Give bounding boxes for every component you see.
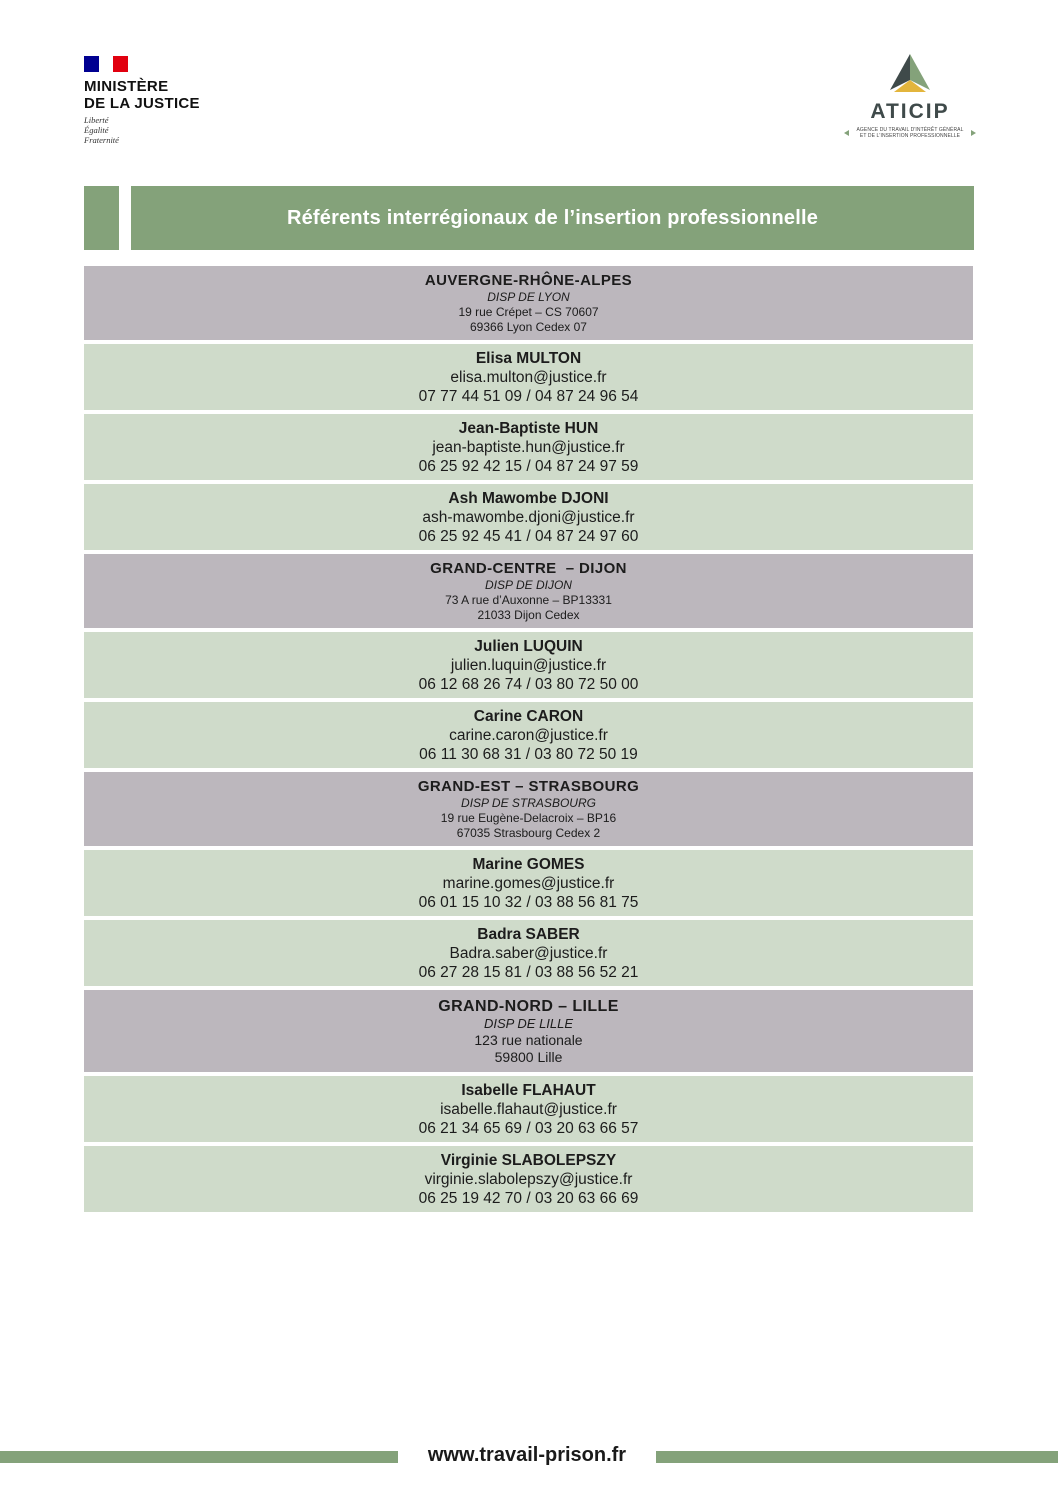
aticip-right-arrow-icon <box>971 130 976 136</box>
contact-email[interactable]: jean-baptiste.hun@justice.fr <box>432 438 625 456</box>
contact-phone: 06 21 34 65 69 / 03 20 63 66 57 <box>418 1119 639 1137</box>
region-address-line2: 69366 Lyon Cedex 07 <box>470 320 587 334</box>
contact-phone: 06 01 15 10 32 / 03 88 56 81 75 <box>418 893 639 911</box>
contact-phone: 06 11 30 68 31 / 03 80 72 50 19 <box>419 745 638 763</box>
contact-card <box>84 920 973 986</box>
contact-phone: 06 25 19 42 70 / 03 20 63 66 69 <box>418 1189 639 1207</box>
contact-email[interactable]: virginie.slabolepszy@justice.fr <box>424 1170 633 1188</box>
contact-phone: 07 77 44 51 09 / 04 87 24 96 54 <box>418 387 639 405</box>
contact-card <box>84 632 973 698</box>
motto-liberte: Liberté <box>84 115 109 125</box>
region-name: GRAND-CENTRE – DIJON <box>430 560 627 577</box>
region-address-line1: 123 rue nationale <box>474 1031 583 1048</box>
contact-email[interactable]: elisa.multon@justice.fr <box>450 368 607 386</box>
region-header-grand-centre-dijon <box>84 554 973 628</box>
contact-phone: 06 27 28 15 81 / 03 88 56 52 21 <box>418 963 639 981</box>
ministry-name-line2: DE LA JUSTICE <box>84 95 200 112</box>
region-disp: DISP DE STRASBOURG <box>461 796 596 810</box>
contact-email[interactable]: julien.luquin@justice.fr <box>450 656 607 674</box>
contact-name: Marine GOMES <box>472 855 585 873</box>
region-address-line1: 73 A rue d’Auxonne – BP13331 <box>445 593 612 607</box>
ministry-logo <box>84 56 244 151</box>
contact-name: Jean-Baptiste HUN <box>458 419 599 437</box>
aticip-mountain-icon <box>884 54 936 94</box>
banner-accent <box>84 186 119 250</box>
region-address-line1: 19 rue Crépet – CS 70607 <box>458 305 599 319</box>
region-header-auvergne-rhone-alpes <box>84 266 973 340</box>
aticip-left-arrow-icon <box>844 130 849 136</box>
region-address-line2: 67035 Strasbourg Cedex 2 <box>456 826 601 840</box>
aticip-subtitle-line2: ET DE L'INSERTION PROFESSIONNELLE <box>859 133 961 139</box>
referents-directory <box>84 266 973 1212</box>
title-banner <box>131 186 974 250</box>
contact-name: Badra SABER <box>477 925 580 943</box>
region-header-grand-nord-lille <box>84 990 973 1072</box>
contact-phone: 06 25 92 45 41 / 04 87 24 97 60 <box>418 527 639 545</box>
region-address-line1: 19 rue Eugène-Delacroix – BP16 <box>440 811 617 825</box>
contact-email[interactable]: isabelle.flahaut@justice.fr <box>440 1100 617 1118</box>
aticip-subtitle-line1: AGENCE DU TRAVAIL D'INTÉRÊT GÉNÉRAL <box>856 127 964 133</box>
contact-name: Ash Mawombe DJONI <box>448 489 609 507</box>
aticip-logo <box>842 54 978 138</box>
contact-name: Carine CARON <box>473 707 584 725</box>
contact-phone: 06 12 68 26 74 / 03 80 72 50 00 <box>418 675 639 693</box>
contact-name: Virginie SLABOLEPSZY <box>440 1151 617 1169</box>
contact-card <box>84 414 973 480</box>
contact-card <box>84 1146 973 1212</box>
region-header-grand-est-strasbourg <box>84 772 973 846</box>
aticip-name: ATICIP <box>870 100 950 123</box>
contact-email[interactable]: ash-mawombe.djoni@justice.fr <box>422 508 635 526</box>
motto-egalite: Égalité <box>84 125 109 135</box>
ministry-name-line1: MINISTÈRE <box>84 78 169 95</box>
region-address-line2: 21033 Dijon Cedex <box>477 608 580 622</box>
region-address-line2: 59800 Lille <box>494 1048 563 1065</box>
region-disp: DISP DE DIJON <box>485 578 572 592</box>
contact-name: Elisa MULTON <box>475 349 582 367</box>
region-name: GRAND-EST – STRASBOURG <box>417 778 640 795</box>
contact-name: Isabelle FLAHAUT <box>461 1081 596 1099</box>
motto-fraternite: Fraternité <box>84 135 119 145</box>
region-name: AUVERGNE-RHÔNE-ALPES <box>424 272 633 289</box>
footer-bar-right <box>656 1451 1058 1463</box>
region-disp: DISP DE LILLE <box>483 1015 574 1031</box>
contact-card <box>84 344 973 410</box>
footer-bar-left <box>0 1451 398 1463</box>
contact-card <box>84 1076 973 1142</box>
footer-website-link[interactable]: www.travail-prison.fr <box>427 1444 627 1466</box>
contact-card <box>84 850 973 916</box>
contact-email[interactable]: carine.caron@justice.fr <box>449 726 608 744</box>
contact-email[interactable]: marine.gomes@justice.fr <box>442 874 615 892</box>
page-title: Référents interrégionaux de l’insertion professionnelle <box>286 206 819 229</box>
contact-name: Julien LUQUIN <box>474 637 583 655</box>
aticip-subtitle <box>852 127 968 139</box>
contact-email[interactable]: Badra.saber@justice.fr <box>449 944 608 962</box>
contact-phone: 06 25 92 42 15 / 04 87 24 97 59 <box>418 457 639 475</box>
contact-card <box>84 702 973 768</box>
region-disp: DISP DE LYON <box>487 290 570 304</box>
french-flag-icon <box>84 56 128 72</box>
contact-card <box>84 484 973 550</box>
region-name: GRAND-NORD – LILLE <box>438 997 619 1015</box>
